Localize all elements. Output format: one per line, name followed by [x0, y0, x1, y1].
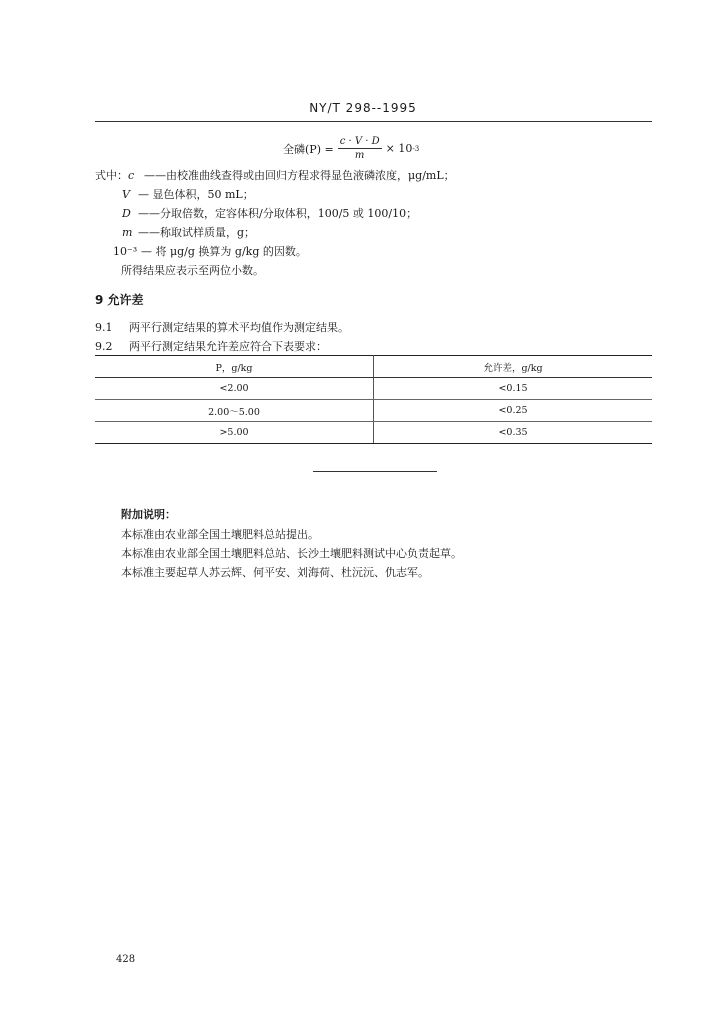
table-cell: <0.25: [374, 400, 653, 422]
table-cell: >5.00: [95, 422, 374, 444]
formula-times: ×: [385, 142, 395, 155]
tolerance-table: [95, 355, 652, 444]
formula-fraction: [338, 136, 382, 161]
definition-symbol: D: [122, 207, 131, 220]
phosphorus-formula: [283, 136, 419, 161]
definition-symbol: V: [122, 188, 130, 201]
definition-symbol: c: [128, 169, 135, 182]
definition-factor: [113, 243, 307, 259]
definition-d: [122, 205, 417, 221]
standard-code-header: NY/T 298--1995: [309, 101, 417, 115]
definition-symbol: m: [122, 226, 133, 239]
table-cell: <0.35: [374, 422, 653, 444]
definition-text: — 将 μg/g 换算为 g/kg 的因数。: [141, 245, 307, 258]
definition-text: ——分取倍数，定容体积/分取体积，100/5 或 100/10；: [138, 207, 418, 220]
clause-number: 9.2: [95, 340, 113, 353]
page-number: 428: [116, 954, 136, 965]
clause-text: 两平行测定结果的算术平均值作为测定结果。: [129, 321, 349, 334]
section-end-rule: [313, 471, 437, 472]
formula-numerator: c · V · D: [339, 136, 380, 147]
notes-title: 附加说明：: [121, 508, 176, 521]
formula-denominator: m: [354, 150, 365, 161]
clause-text: 两平行测定结果允许差应符合下表要求：: [129, 340, 327, 353]
table-cell: <2.00: [95, 378, 374, 400]
column-header-p: P，g/kg: [95, 356, 374, 378]
definition-text: — 显色体积，50 mL；: [138, 188, 254, 201]
formula-lhs: 全磷(P) =: [283, 142, 334, 156]
note-line: 本标准由农业部全国土壤肥料总站、长沙土壤肥料测试中心负责起草。: [121, 547, 462, 560]
clause-9-2: [95, 338, 327, 354]
table-cell: <0.15: [374, 378, 653, 400]
table-row: [95, 400, 652, 422]
definition-text: ——称取试样质量，g；: [138, 226, 256, 239]
definition-symbol: 10⁻³: [113, 245, 138, 258]
definition-text: ——由校准曲线查得或由回归方程求得显色液磷浓度，μg/mL；: [144, 169, 455, 182]
formula-exponent: -3: [412, 144, 420, 153]
column-header-tolerance: 允许差，g/kg: [374, 356, 653, 378]
clause-9-1: [95, 319, 349, 335]
section-9-heading: 9 允许差: [95, 293, 144, 307]
note-line: 本标准由农业部全国土壤肥料总站提出。: [121, 528, 319, 541]
note-line: 本标准主要起草人苏云辉、何平安、刘海荷、杜沅沅、仇志军。: [121, 566, 429, 579]
definitions-intro: 式中：: [95, 169, 128, 182]
table-header-row: [95, 356, 652, 378]
definition-v: [122, 186, 254, 202]
header-rule: [95, 121, 652, 122]
table-row: [95, 422, 652, 444]
clause-number: 9.1: [95, 321, 113, 334]
result-precision-note: 所得结果应表示至两位小数。: [121, 264, 264, 277]
table-row: [95, 378, 652, 400]
definition-c: [95, 167, 455, 183]
definition-m: [122, 224, 255, 240]
table-cell: 2.00～5.00: [95, 400, 374, 422]
formula-base: 10: [398, 142, 413, 155]
